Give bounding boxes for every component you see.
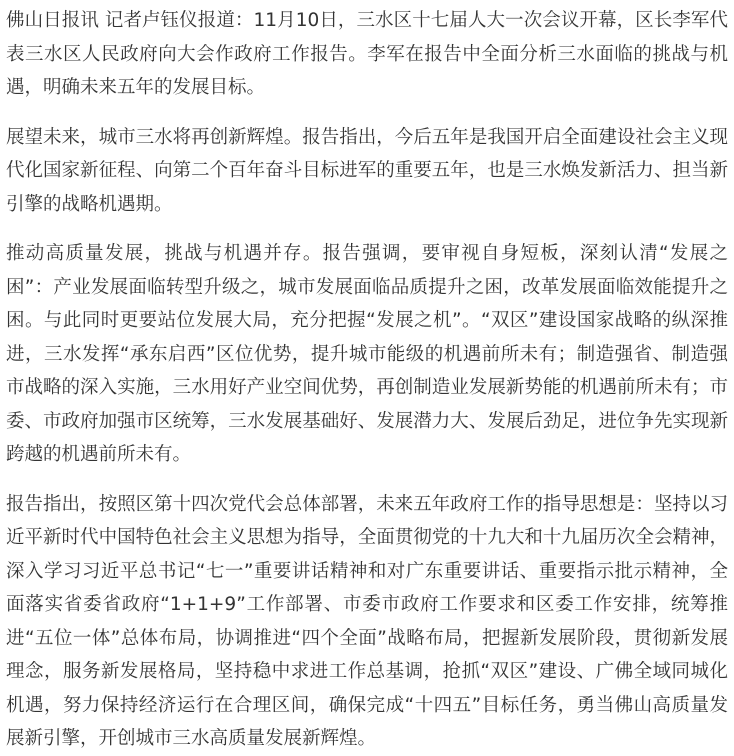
paragraph-lead: 佛山日报讯 记者卢钰仪报道：11月10日，三水区十七届人大一次会议开幕，区长李军代表三水区人民政府向大会作政府工作报告。李军在报告中全面分析三水面临的挑战与机遇，明确未来五年的发展目标。	[6, 10, 728, 98]
paragraph-outlook: 展望未来，城市三水将再创新辉煌。报告指出，今后五年是我国开启全面建设社会主义现代化国家新征程、向第二个百年奋斗目标进军的重要五年，也是三水焕发新活力、担当新引擎的战略机遇期。	[6, 126, 728, 215]
paragraph-guiding-thought: 报告指出，按照区第十四次党代会总体部署，未来五年政府工作的指导思想是：坚持以习近平新时代中国特色社会主义思想为指导，全面贯彻党的十九大和十九届历次全会精神，深入学习习近平总书记“七一”重要讲话精神和对广东重要讲话、重要指示批示精神，全面落实省委省政府“1+1+9”工作部署、市委市政府工作要求和区委工作安排，统筹推进“五位一体”总体布局，协调推进“四个全面”战略布局，把握新发展阶段，贯彻新发展理念，服务新发展格局，坚持稳中求进工作总基调，抢抓“双区”建设、广佛全域同城化机遇，努力保持经济运行在合理区间，确保完成“十四五”目标任务，勇当佛山高质量发展新引擎，开创城市三水高质量发展新辉煌。	[6, 493, 728, 749]
paragraph-development: 推动高质量发展，挑战与机遇并存。报告强调，要审视自身短板，深刻认清“发展之困”：产业发展面临转型升级之，城市发展面临品质提升之困，改革发展面临效能提升之困。与此同时更要站位发展大局，充分把握“发展之机”。“双区”建设国家战略的纵深推进，三水发挥“承东启西”区位优势，提升城市能级的机遇前所未有；制造强省、制造强市战略的深入实施，三水用好产业空间优势，再创制造业发展新势能的机遇前所未有；市委、市政府加强市区统筹，三水发展基础好、发展潜力大、发展后劲足，进位争先实现新跨越的机遇前所未有。	[6, 243, 728, 465]
